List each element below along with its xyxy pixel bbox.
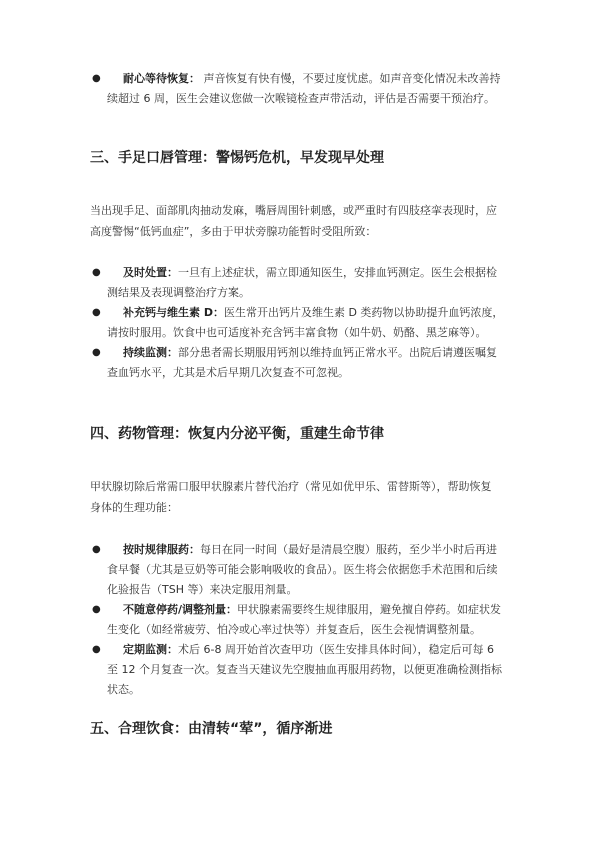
item-text: 部分患者需长期服用钙剂以维持血钙正常水平。出院后请遵医嘱复查血钙水平，尤其是术后早期几次复查不可忽视。 — [107, 346, 497, 379]
bullet-icon: ● — [92, 544, 101, 555]
item-label: 按时规律服药： — [123, 543, 200, 556]
bullet-icon: ● — [92, 307, 101, 318]
list-item — [0, 540, 595, 600]
list-item — [0, 600, 595, 640]
item-text: 甲状腺素需要终生规律服用，避免擅自停药。如症状发生变化（如经常疲劳、怕冷或心率过快等）并复查后，医生会视情调整剂量。 — [107, 603, 502, 636]
bullet-icon: ● — [92, 347, 101, 358]
list-item — [0, 263, 595, 303]
item-text: 每日在同一时间（最好是清晨空腹）服药，至少半小时后再进食早餐（尤其是豆奶等可能会影响吸收的食品）。医生将会依据您手术范围和后续化验报告（TSH 等）来决定服用剂量。 — [107, 543, 498, 596]
section-heading: 三、手足口唇管理：警惕钙危机，早发现早处理 — [90, 150, 384, 166]
item-label: 持续监测： — [123, 346, 178, 359]
list-item — [0, 69, 595, 109]
section4-bullet-list — [0, 540, 595, 700]
section-intro: 当出现手足、面部肌肉抽动发麻，嘴唇周围针刺感，或严重时有四肢痉挛表现时，应高度警惕“低钙血症”，多由于甲状旁腺功能暂时受阻所致： — [90, 204, 497, 238]
top-bullet-list — [0, 69, 595, 109]
section-heading: 四、药物管理：恢复内分泌平衡，重建生命节律 — [90, 426, 384, 442]
bullet-icon: ● — [92, 644, 101, 655]
bullet-icon: ● — [92, 604, 101, 615]
item-label: 及时处置： — [123, 266, 178, 279]
item-label: 不随意停药/调整剂量： — [123, 603, 238, 616]
item-label: 补充钙与维生素 D： — [123, 306, 224, 319]
bullet-icon: ● — [92, 267, 101, 278]
item-text: 声音恢复有快有慢，不要过度忧虑。如声音变化情况未改善持续超过 6 周，医生会建议您做一次喉镜检查声带活动，评估是否需要干预治疗。 — [107, 72, 501, 105]
list-item — [0, 303, 595, 343]
section-heading: 五、合理饮食：由清转“荤”，循序渐进 — [90, 721, 333, 737]
item-text: 医生常开出钙片及维生素 D 类药物以协助提升血钙浓度，请按时服用。饮食中也可适度补充含钙丰富食物（如牛奶、奶酪、黑芝麻等）。 — [107, 306, 504, 339]
list-item — [0, 640, 595, 700]
item-text: 术后 6-8 周开始首次查甲功（医生安排具体时间），稳定后可每 6 至 12 个月复查一次。复查当天建议先空腹抽血再服用药物，以便更准确检测指标状态。 — [107, 643, 502, 696]
list-item — [0, 343, 595, 383]
section-intro: 甲状腺切除后常需口服甲状腺素片替代治疗（常见如优甲乐、雷替斯等），帮助恢复身体的生理功能： — [90, 480, 492, 514]
item-label: 定期监测： — [123, 643, 178, 656]
item-text: 一旦有上述症状，需立即通知医生，安排血钙测定。医生会根据检测结果及表现调整治疗方案。 — [107, 266, 497, 299]
section3-bullet-list — [0, 263, 595, 383]
bullet-icon: ● — [92, 73, 101, 84]
item-label: 耐心等待恢复： — [123, 72, 200, 85]
